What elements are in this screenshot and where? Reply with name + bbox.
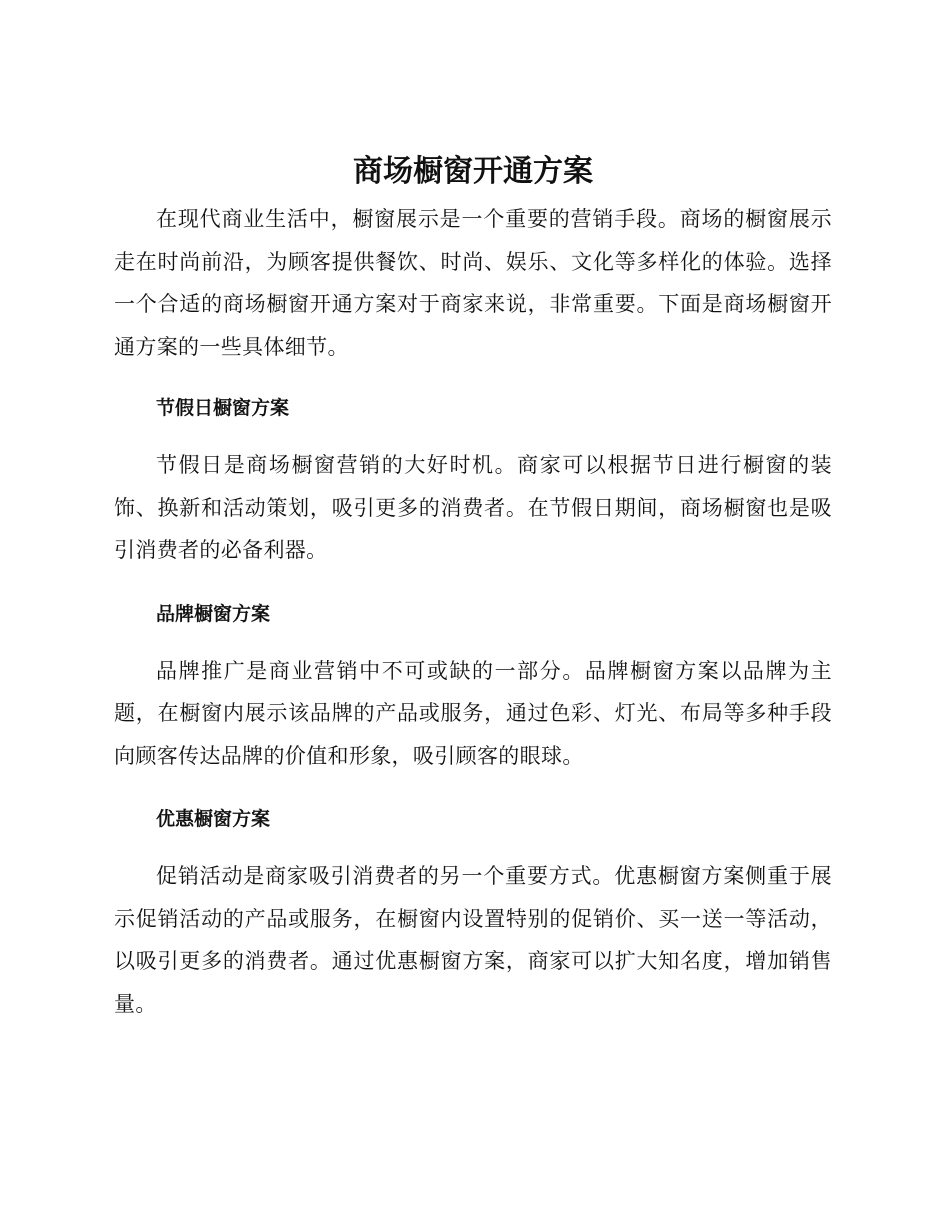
section-body-discount: 促销活动是商家吸引消费者的另一个重要方式。优惠橱窗方案侧重于展示促销活动的产品或服务，在橱窗内设置特别的促销价、买一送一等活动，以吸引更多的消费者。通过优惠橱窗方案，商家可以扩大知名度，增加销售量。 xyxy=(114,864,832,1016)
document-page xyxy=(114,148,832,1025)
section-body-holiday: 节假日是商场橱窗营销的大好时机。商家可以根据节日进行橱窗的装饰、换新和活动策划，吸引更多的消费者。在节假日期间，商场橱窗也是吸引消费者的必备利器。 xyxy=(114,453,832,562)
section-heading-discount: 优惠橱窗方案 xyxy=(156,808,271,830)
section-body-brand: 品牌推广是商业营销中不可或缺的一部分。品牌橱窗方案以品牌为主题，在橱窗内展示该品牌的产品或服务，通过色彩、灯光、布局等多种手段向顾客传达品牌的价值和形象，吸引顾客的眼球。 xyxy=(114,658,832,768)
section-heading-brand: 品牌橱窗方案 xyxy=(156,602,271,625)
intro-paragraph: 在现代商业生活中，橱窗展示是一个重要的营销手段。商场的橱窗展示走在时尚前沿，为顾客提供餐饮、时尚、娱乐、文化等多样化的体验。选择一个合适的商场橱窗开通方案对于商家来说，非常重要。下面是商场橱窗开通方案的一些具体细节。 xyxy=(114,207,832,359)
section-heading-holiday: 节假日橱窗方案 xyxy=(156,397,290,419)
document-title: 商场橱窗开通方案 xyxy=(353,154,593,189)
